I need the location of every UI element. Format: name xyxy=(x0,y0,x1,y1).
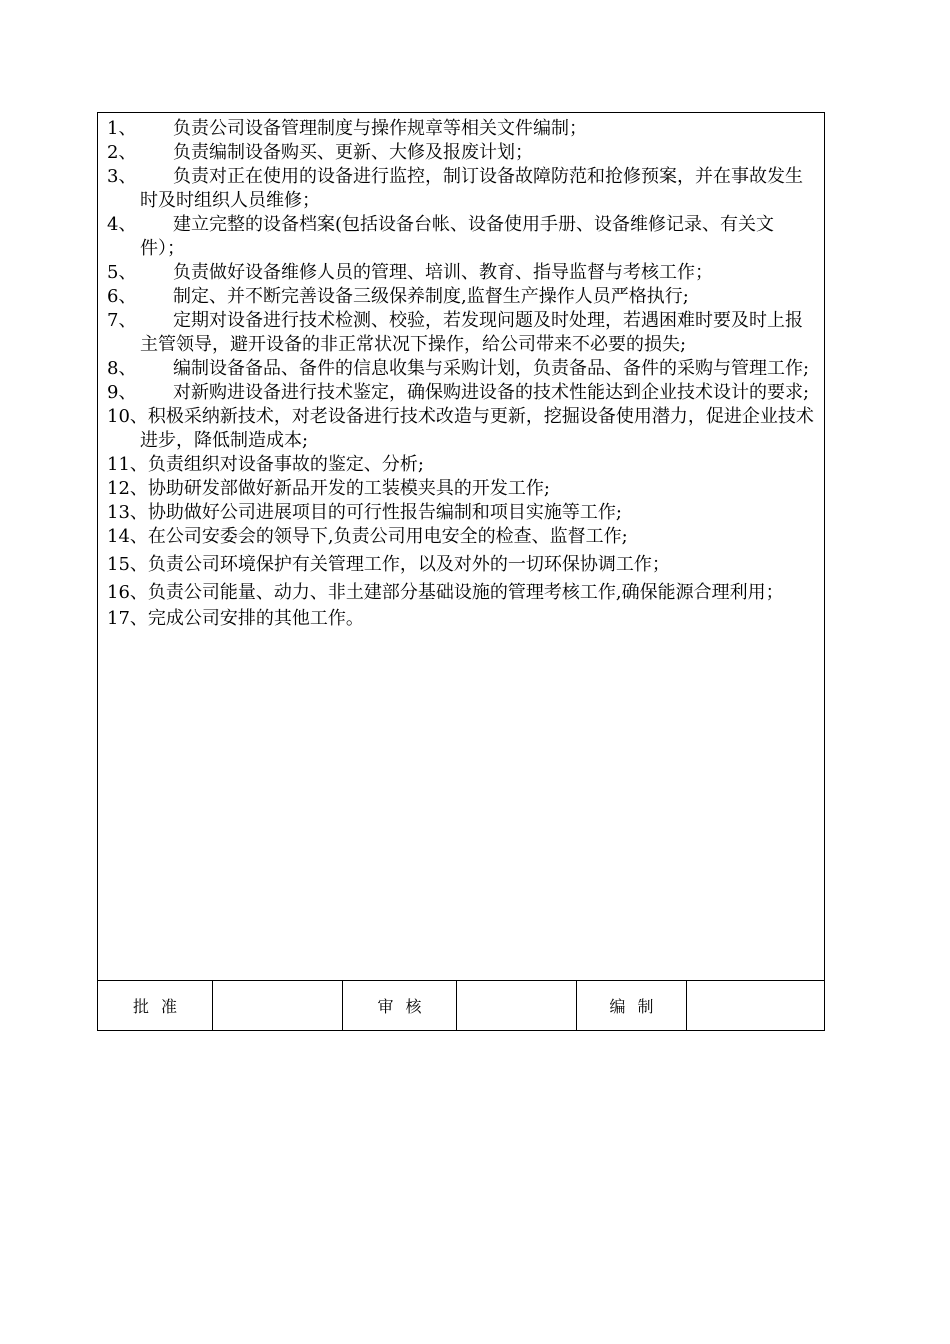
signoff-row xyxy=(98,981,824,1030)
duty-number: 6、 xyxy=(107,286,137,307)
duty-number: 16、 xyxy=(107,582,148,603)
duty-item-13 xyxy=(107,501,814,525)
duty-text: 在公司安委会的领导下,负责公司用电安全的检查、监督工作; xyxy=(147,526,628,547)
duty-item-16 xyxy=(107,581,814,605)
duty-number: 3、 xyxy=(107,166,137,187)
approve-field[interactable] xyxy=(213,981,343,1030)
duty-number: 8、 xyxy=(107,358,137,379)
review-label: 审核 xyxy=(343,981,457,1030)
duty-text: 负责组织对设备事故的鉴定、分析; xyxy=(147,454,424,475)
duty-text: 编制设备备品、备件的信息收集与采购计划，负责备品、备件的采购与管理工作; xyxy=(173,358,810,379)
duty-text: 完成公司安排的其他工作。 xyxy=(147,608,364,629)
duty-number: 15、 xyxy=(107,554,148,575)
duty-item-2 xyxy=(107,141,814,165)
duty-item-11 xyxy=(107,453,814,477)
approve-label: 批准 xyxy=(98,981,213,1030)
duty-text: 负责公司设备管理制度与操作规章等相关文件编制； xyxy=(173,118,587,139)
duty-number: 1、 xyxy=(107,118,137,139)
duty-number: 4、 xyxy=(107,214,137,235)
duty-text: 积极采纳新技术，对老设备进行技术改造与更新，挖掘设备使用潜力，促进企业技术进步，降低制造成本; xyxy=(140,406,814,451)
duty-text: 建立完整的设备档案(包括设备台帐、设备使用手册、设备维修记录、有关文件）； xyxy=(140,214,775,259)
duty-item-15 xyxy=(107,553,814,577)
duty-item-17 xyxy=(107,607,814,631)
duty-table xyxy=(97,112,825,1031)
duty-number: 12、 xyxy=(107,478,148,499)
duty-list xyxy=(98,113,824,981)
duty-number: 14、 xyxy=(107,526,148,547)
duty-item-9 xyxy=(107,381,814,405)
prepare-field[interactable] xyxy=(687,981,824,1030)
duty-text: 制定、并不断完善设备三级保养制度,监督生产操作人员严格执行; xyxy=(173,286,689,307)
review-field[interactable] xyxy=(457,981,577,1030)
prepare-label: 编制 xyxy=(577,981,687,1030)
duty-item-1 xyxy=(107,117,814,141)
duty-item-3 xyxy=(107,165,814,213)
duty-text: 协助做好公司进展项目的可行性报告编制和项目实施等工作; xyxy=(147,502,622,523)
duty-item-8 xyxy=(107,357,814,381)
duty-text: 负责编制设备购买、更新、大修及报废计划； xyxy=(173,142,533,163)
duty-item-4 xyxy=(107,213,814,261)
duty-number: 5、 xyxy=(107,262,137,283)
duty-number: 2、 xyxy=(107,142,137,163)
duty-text: 定期对设备进行技术检测、校验，若发现问题及时处理，若遇困难时要及时上报主管领导，避开设备的非正常状况下操作，给公司带来不必要的损失; xyxy=(140,310,803,355)
duty-text: 负责公司能量、动力、非土建部分基础设施的管理考核工作,确保能源合理利用； xyxy=(147,582,784,603)
duty-item-6 xyxy=(107,285,814,309)
duty-item-14 xyxy=(107,525,814,549)
duty-item-12 xyxy=(107,477,814,501)
duty-item-10 xyxy=(107,405,814,453)
duty-number: 7、 xyxy=(107,310,137,331)
duty-text: 协助研发部做好新品开发的工装模夹具的开发工作; xyxy=(147,478,550,499)
duty-number: 13、 xyxy=(107,502,148,523)
duty-item-7 xyxy=(107,309,814,357)
duty-text: 负责对正在使用的设备进行监控，制订设备故障防范和抢修预案，并在事故发生时及时组织人员维修； xyxy=(140,166,803,211)
duty-text: 负责公司环境保护有关管理工作，以及对外的一切环保协调工作； xyxy=(147,554,670,575)
duty-number: 9、 xyxy=(107,382,137,403)
duty-number: 17、 xyxy=(107,608,148,629)
duty-number: 11、 xyxy=(107,454,148,475)
duty-number: 10、 xyxy=(107,406,148,427)
duty-item-5 xyxy=(107,261,814,285)
duty-text: 对新购进设备进行技术鉴定，确保购进设备的技术性能达到企业技术设计的要求; xyxy=(173,382,810,403)
duty-text: 负责做好设备维修人员的管理、培训、教育、指导监督与考核工作； xyxy=(173,262,713,283)
